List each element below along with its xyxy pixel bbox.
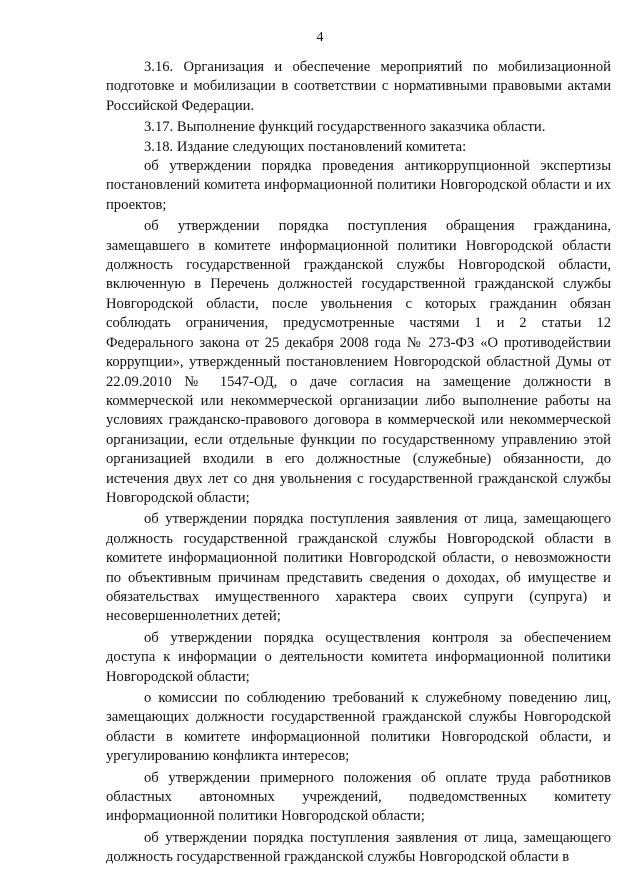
paragraph-application-procedure: об утверждении порядка поступления заявления от лица, замещающего должность государственной гражданской службы Новгородской области в	[106, 829, 611, 866]
paragraph-citizen-appeal-procedure: об утверждении порядка поступления обращения гражданина, замещавшего в комитете информационной политики Новгородской области должность государственной гражданской службы Новгородской области, включенную в Перечень должностей государственной гражданской службы Новгородской области, после увольнения с которых гражданин обязан соблюдать ограничения, предусмотренные частями 1 и 2 статьи 12 Федерального закона от 25 декабря 2008 года № 273-ФЗ «О противодействии коррупции», утвержденный постановлением Новгородской областной Думы от 22.09.2010 № 1547-ОД, о даче согласия на замещение должности в коммерческой или некоммерческой организации либо выполнение работы на условиях гражданско-правового договора в коммерческой или некоммерческой организации, если отдельные функции по государственному управлению этой организацией входили в его должностные (служебные) обязанности, до истечения двух лет со дня увольнения с государственной гражданской службы Новгородской области;	[106, 218, 611, 506]
paragraph-anticorruption-expertise: об утверждении порядка проведения антикоррупционной экспертизы постановлений комитета информационной политики Новгородской области и их проектов;	[106, 158, 611, 213]
paragraph-income-statement-procedure: об утверждении порядка поступления заявления от лица, замещающего должность государственной гражданской службы Новгородской области в комитете информационной политики Новгородской области, о невозможности по объективным причинам представить сведения о доходах, об имуществе и обязательствах имущественного характера своих супруги (супруга) и несовершеннолетних детей;	[106, 511, 611, 625]
paragraph-3-18: 3.18. Издание следующих постановлений комитета:	[144, 138, 467, 155]
document-body	[106, 58, 611, 868]
paragraph-3-16: 3.16. Организация и обеспечение мероприятий по мобилизационной подготовке и мобилизации в соответствии с нормативными правовыми актами Российской Федерации.	[106, 59, 611, 114]
paragraph-conduct-commission: о комиссии по соблюдению требований к служебному поведению лиц, замещающих должности государственной гражданской службы Новгородской области в комитете информационной политики Новгородской области, и урегулированию конфликта интересов;	[106, 690, 611, 765]
paragraph-information-access-control: об утверждении порядка осуществления контроля за обеспечением доступа к информации о деятельности комитета информационной политики Новгородской области;	[106, 629, 611, 685]
paragraph-3-17: 3.17. Выполнение функций государственного заказчика области.	[144, 119, 546, 136]
paragraph-remuneration-regulation: об утверждении примерного положения об оплате труда работников областных автономных учреждений, подведомственных комитету информационной политики Новгородской области;	[106, 769, 611, 825]
page-number: 4	[316, 30, 324, 45]
